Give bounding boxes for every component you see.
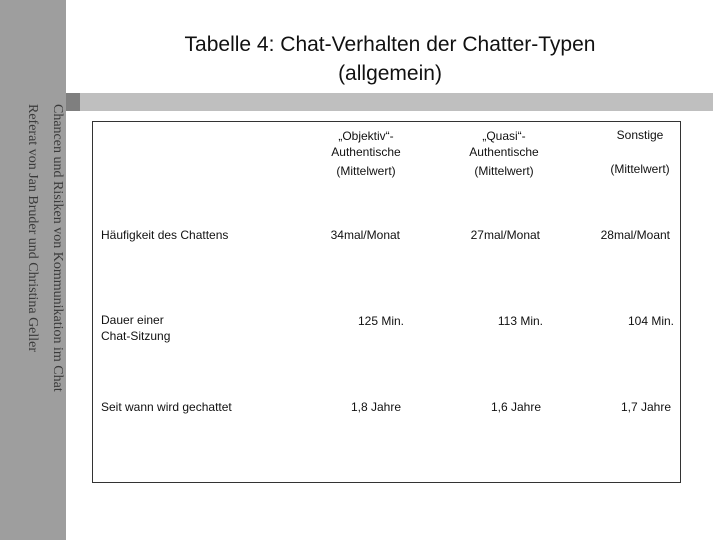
header-quasi-line-1: „Quasi“- <box>482 129 526 143</box>
slide-title-line-1: Tabelle 4: Chat-Verhalten der Chatter-Typen <box>184 33 596 56</box>
header-sonstige <box>590 127 690 177</box>
row-label-haeufigkeit-line-1: Häufigkeit des Chattens <box>101 228 229 242</box>
cell-dauer-objektiv: 125 Min. <box>357 314 404 328</box>
cell-haeufigkeit-sonstige: 28mal/Moant <box>600 228 670 242</box>
cell-haeufigkeit-quasi: 27mal/Monat <box>470 228 540 242</box>
row-label-seit-wann-line-1: Seit wann wird gechattet <box>101 400 232 414</box>
header-objektiv-line-2: Authentische <box>331 145 401 159</box>
row-label-seit-wann <box>101 399 301 415</box>
header-objektiv <box>310 128 422 179</box>
sidebar-line-2: Referat von Jan Bruder und Christina Geller <box>25 104 40 353</box>
row-label-dauer-line-2: Chat-Sitzung <box>101 329 171 343</box>
header-sonstige-line-1: Sonstige <box>616 128 664 142</box>
cell-seit-wann-objektiv: 1,8 Jahre <box>350 400 401 414</box>
header-quasi-line-2: Authentische <box>469 145 539 159</box>
accent-bar-light <box>80 93 713 111</box>
header-objektiv-line-3: (Mittelwert) <box>336 164 396 178</box>
header-quasi-line-3: (Mittelwert) <box>474 164 534 178</box>
header-sonstige-line-3: (Mittelwert) <box>610 162 670 176</box>
header-quasi <box>448 128 560 179</box>
accent-bar-dark <box>66 93 80 111</box>
slide-title-line-2: (allgemein) <box>338 62 442 85</box>
cell-dauer-quasi: 113 Min. <box>497 314 543 328</box>
cell-haeufigkeit-objektiv: 34mal/Monat <box>330 228 400 242</box>
row-label-haeufigkeit <box>101 227 301 243</box>
cell-dauer-sonstige: 104 Min. <box>627 314 674 328</box>
slide-title <box>110 30 670 88</box>
sidebar-line-1: Chancen und Risiken von Kommunikation im Chat <box>50 104 65 392</box>
row-label-dauer-line-1: Dauer einer <box>101 313 164 327</box>
header-objektiv-line-1: „Objektiv“- <box>338 129 394 143</box>
sidebar-caption <box>20 104 70 434</box>
cell-seit-wann-sonstige: 1,7 Jahre <box>620 400 671 414</box>
sidebar <box>0 0 66 540</box>
cell-seit-wann-quasi: 1,6 Jahre <box>490 400 541 414</box>
row-label-dauer <box>101 312 301 344</box>
